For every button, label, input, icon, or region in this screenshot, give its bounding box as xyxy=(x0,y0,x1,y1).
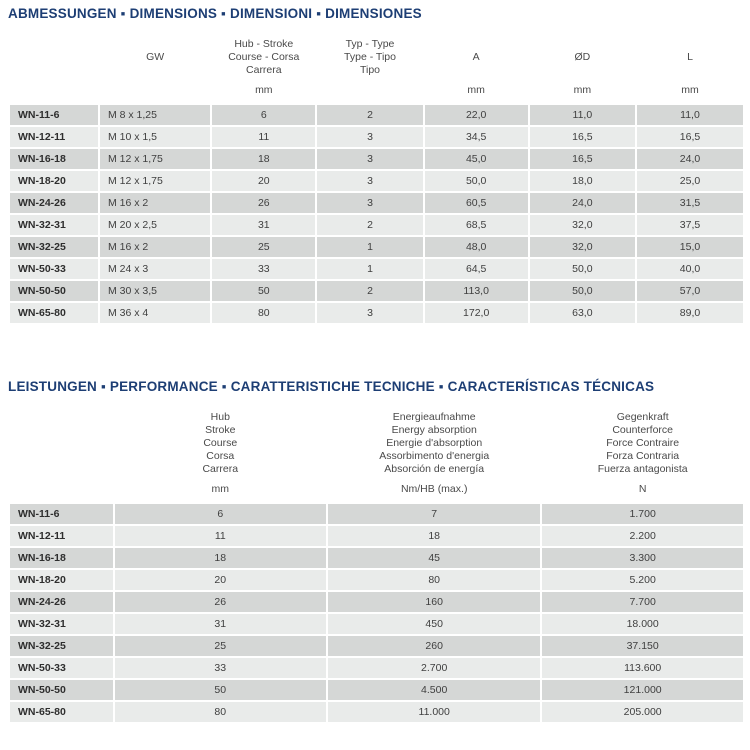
cell: 26 xyxy=(115,592,327,612)
cell: 7 xyxy=(328,504,540,524)
table-row xyxy=(10,105,743,125)
cell: 3 xyxy=(317,171,422,191)
row-label: WN-12-11 xyxy=(10,526,113,546)
table-row xyxy=(10,680,743,700)
column-header-line: Absorción de energía xyxy=(384,463,485,475)
cell: M 20 x 2,5 xyxy=(100,215,210,235)
cell: 11.000 xyxy=(328,702,540,722)
cell: 89,0 xyxy=(637,303,743,323)
cell: 37.150 xyxy=(542,636,743,656)
column-header xyxy=(317,30,422,79)
table-row xyxy=(10,614,743,634)
cell: 1 xyxy=(317,259,422,279)
cell: 24,0 xyxy=(637,149,743,169)
dimensions-table-body xyxy=(10,105,743,323)
row-label: WN-12-11 xyxy=(10,127,98,147)
cell: 2 xyxy=(317,281,422,301)
column-header xyxy=(212,30,315,79)
column-unit: Nm/HB (max.) xyxy=(328,480,540,502)
column-unit: N xyxy=(542,480,743,502)
cell: 6 xyxy=(212,105,315,125)
column-unit xyxy=(100,81,210,103)
row-label: WN-50-33 xyxy=(10,259,98,279)
cell: 60,5 xyxy=(425,193,528,213)
cell: 50,0 xyxy=(425,171,528,191)
cell: 31,5 xyxy=(637,193,743,213)
cell: 3 xyxy=(317,127,422,147)
column-header xyxy=(100,30,210,79)
cell: 33 xyxy=(115,658,327,678)
cell: 20 xyxy=(115,570,327,590)
column-header xyxy=(530,30,635,79)
column-unit xyxy=(10,81,98,103)
cell: 80 xyxy=(212,303,315,323)
table-row xyxy=(10,127,743,147)
cell: 50,0 xyxy=(530,281,635,301)
performance-table-header xyxy=(10,403,743,502)
cell: M 16 x 2 xyxy=(100,193,210,213)
column-unit: mm xyxy=(637,81,743,103)
cell: 5.200 xyxy=(542,570,743,590)
cell: M 12 x 1,75 xyxy=(100,149,210,169)
cell: M 30 x 3,5 xyxy=(100,281,210,301)
row-label: WN-32-31 xyxy=(10,215,98,235)
table-row xyxy=(10,636,743,656)
column-header-line: L xyxy=(687,51,693,63)
cell: 20 xyxy=(212,171,315,191)
row-label: WN-32-25 xyxy=(10,636,113,656)
row-label: WN-18-20 xyxy=(10,570,113,590)
cell: 80 xyxy=(115,702,327,722)
column-unit xyxy=(317,81,422,103)
cell: 26 xyxy=(212,193,315,213)
cell: 260 xyxy=(328,636,540,656)
cell: 11 xyxy=(115,526,327,546)
row-label: WN-11-6 xyxy=(10,504,113,524)
cell: 18.000 xyxy=(542,614,743,634)
column-header-line: Typ - Type xyxy=(345,38,395,50)
table-row xyxy=(10,702,743,722)
cell: 45,0 xyxy=(425,149,528,169)
dimensions-table xyxy=(8,28,745,325)
column-header xyxy=(425,30,528,79)
cell: 1.700 xyxy=(542,504,743,524)
column-header-line: Hub xyxy=(210,411,230,423)
column-header-line: Stroke xyxy=(205,424,236,436)
cell: 16,5 xyxy=(530,127,635,147)
cell: 22,0 xyxy=(425,105,528,125)
column-header-line: Carrera xyxy=(202,463,239,475)
cell: 3 xyxy=(317,149,422,169)
table-row xyxy=(10,171,743,191)
unit-row xyxy=(10,81,743,103)
cell: 450 xyxy=(328,614,540,634)
row-label: WN-24-26 xyxy=(10,193,98,213)
section-performance xyxy=(0,379,750,724)
cell: 45 xyxy=(328,548,540,568)
cell: 33 xyxy=(212,259,315,279)
column-header-line: Forza Contraria xyxy=(606,450,680,462)
cell: 50 xyxy=(115,680,327,700)
row-label: WN-18-20 xyxy=(10,171,98,191)
cell: 31 xyxy=(212,215,315,235)
cell: 1 xyxy=(317,237,422,257)
cell: 205.000 xyxy=(542,702,743,722)
row-label: WN-65-80 xyxy=(10,702,113,722)
cell: 18 xyxy=(212,149,315,169)
cell: 11,0 xyxy=(530,105,635,125)
column-header-line: Force Contraire xyxy=(606,437,680,449)
cell: 68,5 xyxy=(425,215,528,235)
table-row xyxy=(10,592,743,612)
cell: 50 xyxy=(212,281,315,301)
cell: 4.500 xyxy=(328,680,540,700)
column-header xyxy=(10,403,113,478)
row-label: WN-32-25 xyxy=(10,237,98,257)
cell: 3 xyxy=(317,193,422,213)
cell: 121.000 xyxy=(542,680,743,700)
cell: 2 xyxy=(317,105,422,125)
cell: 11,0 xyxy=(637,105,743,125)
column-header xyxy=(637,30,743,79)
cell: 25 xyxy=(115,636,327,656)
cell: 113,0 xyxy=(425,281,528,301)
row-label: WN-24-26 xyxy=(10,592,113,612)
cell: 18 xyxy=(328,526,540,546)
cell: 160 xyxy=(328,592,540,612)
cell: 18 xyxy=(115,548,327,568)
column-header xyxy=(10,30,98,79)
column-unit: mm xyxy=(425,81,528,103)
row-label: WN-50-50 xyxy=(10,680,113,700)
table-row xyxy=(10,303,743,323)
column-header-line: Energy absorption xyxy=(391,424,477,436)
cell: 15,0 xyxy=(637,237,743,257)
table-row xyxy=(10,570,743,590)
cell: 24,0 xyxy=(530,193,635,213)
column-unit: mm xyxy=(530,81,635,103)
column-header-line: Carrera xyxy=(246,64,282,76)
column-header-line: Energieaufnahme xyxy=(392,411,476,423)
row-label: WN-16-18 xyxy=(10,149,98,169)
cell: 80 xyxy=(328,570,540,590)
table-row xyxy=(10,193,743,213)
cell: 40,0 xyxy=(637,259,743,279)
cell: 16,5 xyxy=(637,127,743,147)
cell: 2.200 xyxy=(542,526,743,546)
cell: M 24 x 3 xyxy=(100,259,210,279)
row-label: WN-65-80 xyxy=(10,303,98,323)
column-header-line: Course xyxy=(203,437,238,449)
cell: M 12 x 1,75 xyxy=(100,171,210,191)
column-header-line: A xyxy=(472,51,480,63)
table-row xyxy=(10,149,743,169)
cell: M 8 x 1,25 xyxy=(100,105,210,125)
column-header-line: Fuerza antagonista xyxy=(597,463,688,475)
cell: 3 xyxy=(317,303,422,323)
cell: 64,5 xyxy=(425,259,528,279)
cell: 34,5 xyxy=(425,127,528,147)
column-header-line: Assorbimento d'energia xyxy=(379,450,490,462)
performance-table-body xyxy=(10,504,743,722)
column-unit xyxy=(10,480,113,502)
dimensions-title: ABMESSUNGEN ▪ DIMENSIONS ▪ DIMENSIONI ▪ DIMENSIONES xyxy=(8,6,422,21)
table-row xyxy=(10,526,743,546)
cell: 2.700 xyxy=(328,658,540,678)
performance-title: LEISTUNGEN ▪ PERFORMANCE ▪ CARATTERISTICHE TECNICHE ▪ CARACTERÍSTICAS TÉCNICAS xyxy=(8,379,655,394)
performance-table xyxy=(8,401,745,724)
cell: 48,0 xyxy=(425,237,528,257)
column-header-line: Counterforce xyxy=(612,424,674,436)
table-row xyxy=(10,237,743,257)
header-row xyxy=(10,403,743,478)
table-row xyxy=(10,548,743,568)
cell: M 16 x 2 xyxy=(100,237,210,257)
column-unit: mm xyxy=(115,480,327,502)
cell: 172,0 xyxy=(425,303,528,323)
row-label: WN-50-50 xyxy=(10,281,98,301)
row-label: WN-16-18 xyxy=(10,548,113,568)
cell: 31 xyxy=(115,614,327,634)
column-header-line: Type - Tipo xyxy=(344,51,396,63)
table-row xyxy=(10,658,743,678)
section-dimensions xyxy=(0,6,750,325)
column-header-line: ØD xyxy=(574,51,591,63)
column-header-line: Hub - Stroke xyxy=(234,38,294,50)
column-header-line: Gegenkraft xyxy=(616,411,669,423)
cell: 37,5 xyxy=(637,215,743,235)
table-row xyxy=(10,504,743,524)
header-row xyxy=(10,30,743,79)
cell: 2 xyxy=(317,215,422,235)
cell: 18,0 xyxy=(530,171,635,191)
column-header xyxy=(115,403,327,478)
cell: 32,0 xyxy=(530,215,635,235)
cell: 50,0 xyxy=(530,259,635,279)
cell: 32,0 xyxy=(530,237,635,257)
row-label: WN-11-6 xyxy=(10,105,98,125)
column-header-line: Energie d'absorption xyxy=(386,437,483,449)
row-label: WN-32-31 xyxy=(10,614,113,634)
dimensions-table-header xyxy=(10,30,743,103)
cell: 7.700 xyxy=(542,592,743,612)
cell: 3.300 xyxy=(542,548,743,568)
cell: 63,0 xyxy=(530,303,635,323)
column-header-line: Course - Corsa xyxy=(228,51,300,63)
column-unit: mm xyxy=(212,81,315,103)
row-label: WN-50-33 xyxy=(10,658,113,678)
column-header-line: GW xyxy=(146,51,165,63)
column-header xyxy=(328,403,540,478)
unit-row xyxy=(10,480,743,502)
column-header-line: Corsa xyxy=(206,450,235,462)
table-row xyxy=(10,259,743,279)
table-row xyxy=(10,215,743,235)
cell: 113.600 xyxy=(542,658,743,678)
column-header xyxy=(542,403,743,478)
cell: M 36 x 4 xyxy=(100,303,210,323)
cell: 57,0 xyxy=(637,281,743,301)
cell: 6 xyxy=(115,504,327,524)
cell: 16,5 xyxy=(530,149,635,169)
cell: 25,0 xyxy=(637,171,743,191)
table-row xyxy=(10,281,743,301)
cell: M 10 x 1,5 xyxy=(100,127,210,147)
cell: 11 xyxy=(212,127,315,147)
column-header-line: Tipo xyxy=(359,64,381,76)
cell: 25 xyxy=(212,237,315,257)
